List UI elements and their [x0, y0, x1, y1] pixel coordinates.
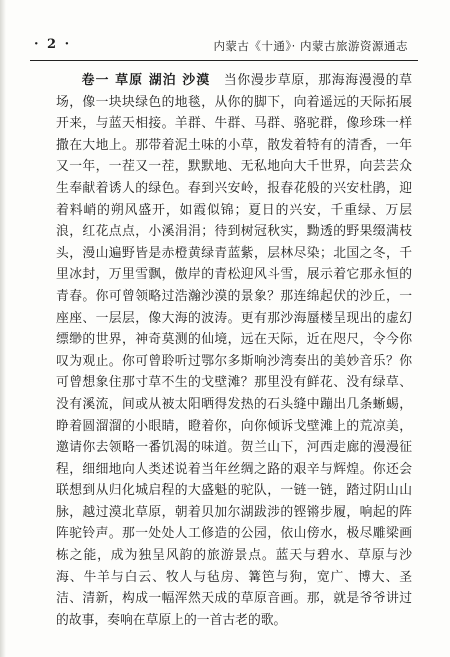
section-text: 当你漫步草原，那海海漫漫的草场，像一块块绿色的地毯，从你的脚下，向着遥远的天际拓展开来，与蓝天相接。羊群、牛群、马群、骆驼群，像珍珠一样撒在大地上。那带着泥土味的小草，散发着特有的清香，一年又一年，一茬又一茬，默默地、无私地向大千世界，向芸芸众生奉献着诱人的绿色。春到兴安岭，报春花般的兴安杜鹃，迎着料峭的朔风盛开，如霞似锦；夏日的兴安，千重绿、万层浪，红花点点，小溪涓涓；待到树冠秋实，黝透的野果缀满枝头，漫山遍野皆是赤橙黄绿青蓝紫，层林尽染；北国之冬，千里冰封，万里雪飘，傲岸的青松迎风斗雪，展示着它那永恒的青春。你可曾领略过浩瀚沙漠的景象？那连绵起伏的沙丘，一座座、一层层，像大海的波涛。更有那沙海蜃楼呈现出的虚幻缥缈的世界，神奇莫测的仙境，远在天际，近在咫尺，令今你叹为观止。你可曾聆听过鄂尔多斯响沙湾奏出的美妙音乐？你可曾想象住那寸草不生的戈壁滩？那里没有鲜花、没有绿草、没有溪流，间或从被太阳晒得发热的石头缝中蹦出几条蜥蜴，睁着圆溜溜的小眼睛，瞪着你，向你倾诉戈壁滩上的荒凉美，邀请你去领略一番饥渴的味道。贺兰山下，河西走廊的漫漫征程，细细地向人类述说着当年丝绸之路的艰辛与辉煌。你还会联想到从归化城启程的大盛魁的驼队，一链一链，踏过阴山山脉，越过漠北草原，朝着贝加尔湖跋涉的铿锵步履，响起的阵阵驼铃声。那一处处人工修造的公园，依山傍水，极尽雕梁画栋之能，成为独呈风韵的旅游景点。蓝天与碧水、草原与沙海、牛羊与白云、牧人与毡房、篝笆与狗，宽广、博大、圣洁、清新，构成一幅浑然天成的草原音画。那，就是爷爷讲过的故事，奏响在草原上的一首古老的歌。 [56, 73, 412, 628]
section-heading: 卷一 草原 湖泊 沙漠 [81, 73, 211, 88]
page-number: · 2 · [34, 37, 72, 52]
section-paragraph [56, 70, 412, 631]
running-title: 内蒙古《十通》· 内蒙古旅游资源通志 [213, 39, 408, 53]
header-divider [30, 60, 418, 61]
page-header [34, 37, 416, 57]
page-edge-shadow [0, 0, 6, 657]
body-text [56, 70, 412, 631]
